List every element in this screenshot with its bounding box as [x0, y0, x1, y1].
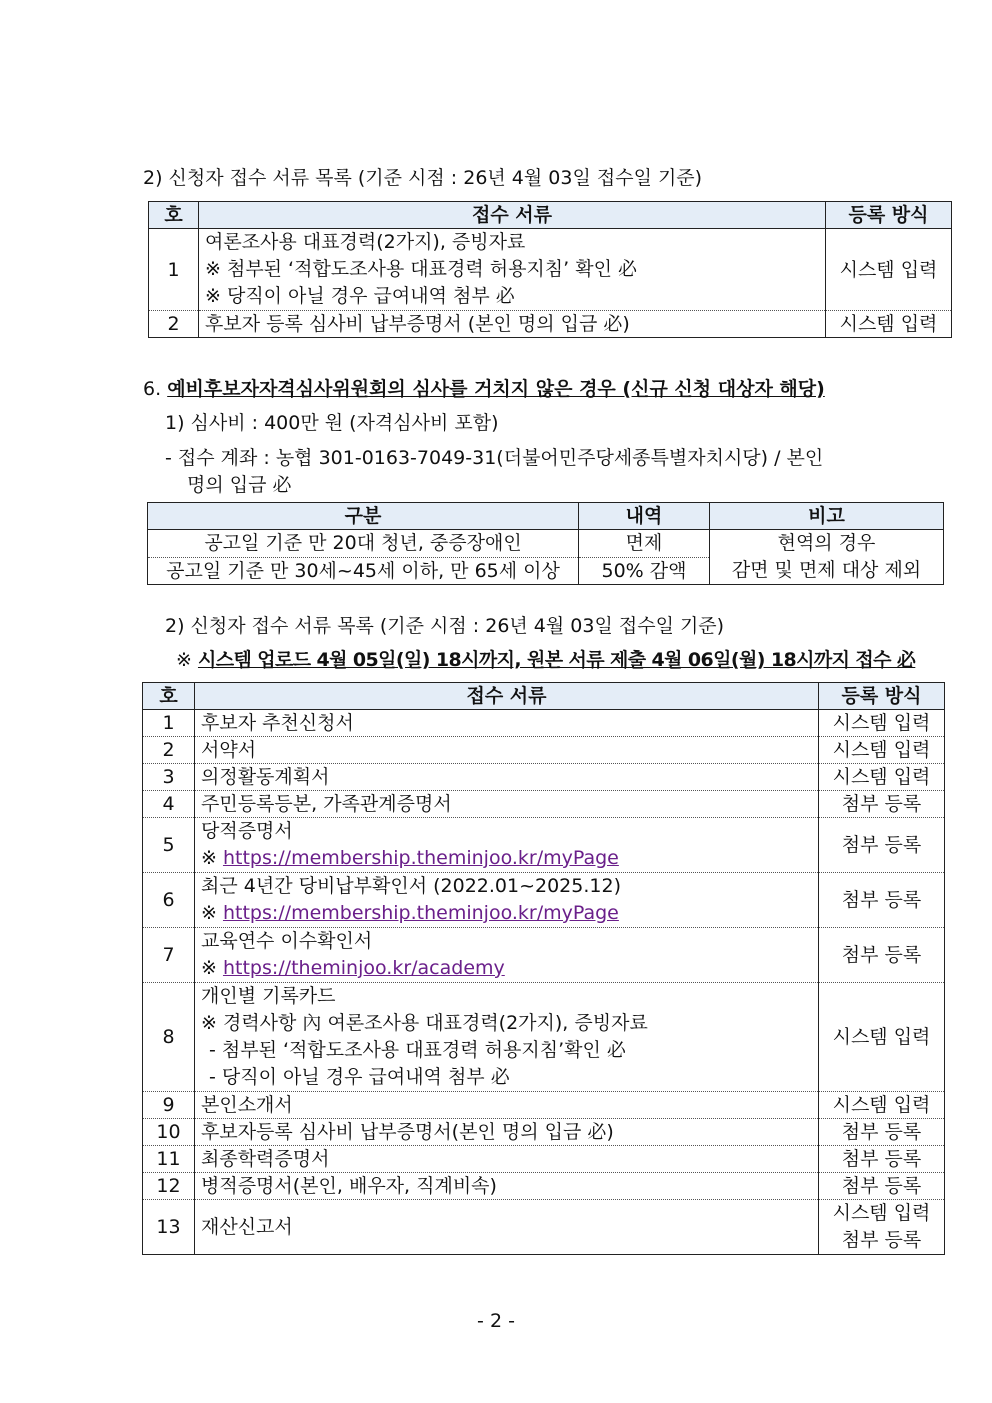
row-docs: 서약서: [195, 737, 819, 764]
row-number: 3: [143, 764, 195, 791]
table-header-row: [149, 202, 952, 229]
notice-text: 시스템 업로드 4월 05일(일) 18시까지, 원본 서류 제출 4월 06일(월) 18시까지 접수 必: [197, 649, 916, 671]
row-number: 10: [143, 1119, 195, 1146]
row-method: 첨부 등록: [819, 1146, 945, 1173]
notice-mark: ※: [176, 649, 192, 671]
note-line: 현역의 경우: [777, 532, 876, 554]
row-number: 13: [143, 1200, 195, 1255]
table-row: [143, 1200, 945, 1255]
section-number: 6.: [143, 378, 162, 400]
table-row: [143, 873, 945, 928]
table-row: [143, 710, 945, 737]
doc-link-line: [201, 955, 812, 982]
fee-reduction-table: [147, 502, 944, 585]
row-number: 2: [149, 311, 199, 338]
account-info-cont: 명의 입금 必: [187, 474, 292, 496]
row-number: 11: [143, 1146, 195, 1173]
table-header-row: [148, 503, 944, 530]
row-number: 2: [143, 737, 195, 764]
header-detail: 내역: [579, 503, 710, 530]
header-note: 비고: [710, 503, 944, 530]
account-info: - 접수 계좌 : 농협 301-0163-7049-31(더불어민주당세종특별자치시당) / 본인: [165, 447, 824, 469]
header-docs: 접수 서류: [199, 202, 826, 229]
header-method: 등록 방식: [826, 202, 952, 229]
row-method: 시스템 입력: [826, 229, 952, 311]
page-number: - 2 -: [477, 1310, 515, 1332]
row-method: 시스템 입력: [819, 1092, 945, 1119]
row-docs: [195, 873, 819, 928]
doc-line: 개인별 기록카드: [201, 985, 336, 1007]
header-method: 등록 방식: [819, 683, 945, 710]
row-method: 시스템 입력: [826, 311, 952, 338]
header-category: 구분: [148, 503, 579, 530]
table-row: [149, 229, 952, 311]
doc-line: - 첨부된 ‘적합도조사용 대표경력 허용지침’확인 必: [209, 1039, 626, 1061]
row-detail: 면제: [579, 530, 710, 558]
doc-line: ※ 첨부된 ‘적합도조사용 대표경력 허용지침’ 확인 必: [205, 258, 637, 280]
row-method: 첨부 등록: [819, 1173, 945, 1200]
academy-link[interactable]: https://theminjoo.kr/academy: [222, 957, 505, 979]
table-row: [143, 737, 945, 764]
table-row: [143, 928, 945, 983]
row-docs: 본인소개서: [195, 1092, 819, 1119]
link-mark: ※: [201, 847, 217, 869]
row-number: 12: [143, 1173, 195, 1200]
row-docs: 후보자등록 심사비 납부증명서(본인 명의 입금 必): [195, 1119, 819, 1146]
link-mark: ※: [201, 902, 217, 924]
row-docs: 병적증명서(본인, 배우자, 직계비속): [195, 1173, 819, 1200]
table-row: [143, 1173, 945, 1200]
table-row: [143, 818, 945, 873]
table-row: [143, 1119, 945, 1146]
header-no: 호: [143, 683, 195, 710]
applicant-docs-table: [148, 201, 952, 338]
row-number: 9: [143, 1092, 195, 1119]
note-line: 감면 및 면제 대상 제외: [731, 559, 922, 581]
doc-line: 여론조사용 대표경력(2가지), 증빙자료: [205, 231, 526, 253]
row-method: 시스템 입력: [819, 737, 945, 764]
row-method: 시스템 입력: [819, 983, 945, 1092]
header-no: 호: [149, 202, 199, 229]
row-docs: 재산신고서: [195, 1200, 819, 1255]
row-number: 7: [143, 928, 195, 983]
doc-line: 교육연수 이수확인서: [201, 930, 373, 952]
method-line: 첨부 등록: [841, 1229, 922, 1251]
new-applicant-docs-table: [142, 682, 945, 1255]
row-method: 첨부 등록: [819, 791, 945, 818]
table-row: [149, 311, 952, 338]
table-header-row: [143, 683, 945, 710]
section-heading-applicant-docs-2: 2) 신청자 접수 서류 목록 (기준 시점 : 26년 4월 03일 접수일 기준): [165, 615, 725, 637]
row-docs: 후보자 등록 심사비 납부증명서 (본인 명의 입금 必): [199, 311, 826, 338]
row-category: 공고일 기준 만 30세~45세 이하, 만 65세 이상: [148, 557, 579, 585]
table-row: [143, 791, 945, 818]
row-detail: 50% 감액: [579, 557, 710, 585]
section-title: 예비후보자자격심사위원회의 심사를 거치지 않은 경우 (신규 신청 대상자 해당): [167, 378, 825, 400]
section-heading-applicant-docs: 2) 신청자 접수 서류 목록 (기준 시점 : 26년 4월 03일 접수일 기준): [143, 167, 703, 189]
method-line: 시스템 입력: [832, 1202, 931, 1224]
membership-mypage-link[interactable]: https://membership.theminjoo.kr/myPage: [222, 847, 619, 869]
row-method: 시스템 입력: [819, 710, 945, 737]
table-row: [143, 1092, 945, 1119]
row-number: 1: [143, 710, 195, 737]
deadline-notice: [176, 645, 915, 672]
row-category: 공고일 기준 만 20대 청년, 중증장애인: [148, 530, 579, 558]
membership-mypage-link[interactable]: https://membership.theminjoo.kr/myPage: [222, 902, 619, 924]
table-row: [143, 1146, 945, 1173]
link-mark: ※: [201, 957, 217, 979]
header-docs: 접수 서류: [195, 683, 819, 710]
row-note: [710, 530, 944, 585]
row-docs: [195, 928, 819, 983]
row-docs: 주민등록등본, 가족관계증명서: [195, 791, 819, 818]
row-method: 첨부 등록: [819, 818, 945, 873]
row-docs: [195, 983, 819, 1092]
row-number: 1: [149, 229, 199, 311]
table-row: [148, 530, 944, 558]
row-number: 5: [143, 818, 195, 873]
row-docs: 후보자 추천신청서: [195, 710, 819, 737]
row-method: 첨부 등록: [819, 928, 945, 983]
screening-fee: 1) 심사비 : 400만 원 (자격심사비 포함): [165, 412, 499, 434]
row-number: 6: [143, 873, 195, 928]
doc-line: ※ 경력사항 內 여론조사용 대표경력(2가지), 증빙자료: [201, 1012, 648, 1034]
row-docs: [199, 229, 826, 311]
row-docs: 최종학력증명서: [195, 1146, 819, 1173]
section-6-heading: [143, 374, 825, 401]
doc-line: ※ 당직이 아닐 경우 급여내역 첨부 必: [205, 285, 515, 307]
doc-line: 당적증명서: [201, 820, 293, 842]
row-method: 시스템 입력: [819, 764, 945, 791]
row-method: [819, 1200, 945, 1255]
doc-line: - 당직이 아닐 경우 급여내역 첨부 必: [209, 1066, 510, 1088]
row-number: 4: [143, 791, 195, 818]
row-docs: [195, 818, 819, 873]
table-row: [143, 983, 945, 1092]
doc-link-line: [201, 845, 812, 872]
row-method: 첨부 등록: [819, 1119, 945, 1146]
row-docs: 의정활동계획서: [195, 764, 819, 791]
doc-line: 최근 4년간 당비납부확인서 (2022.01~2025.12): [201, 875, 621, 897]
doc-link-line: [201, 900, 812, 927]
row-method: 첨부 등록: [819, 873, 945, 928]
row-number: 8: [143, 983, 195, 1092]
table-row: [143, 764, 945, 791]
